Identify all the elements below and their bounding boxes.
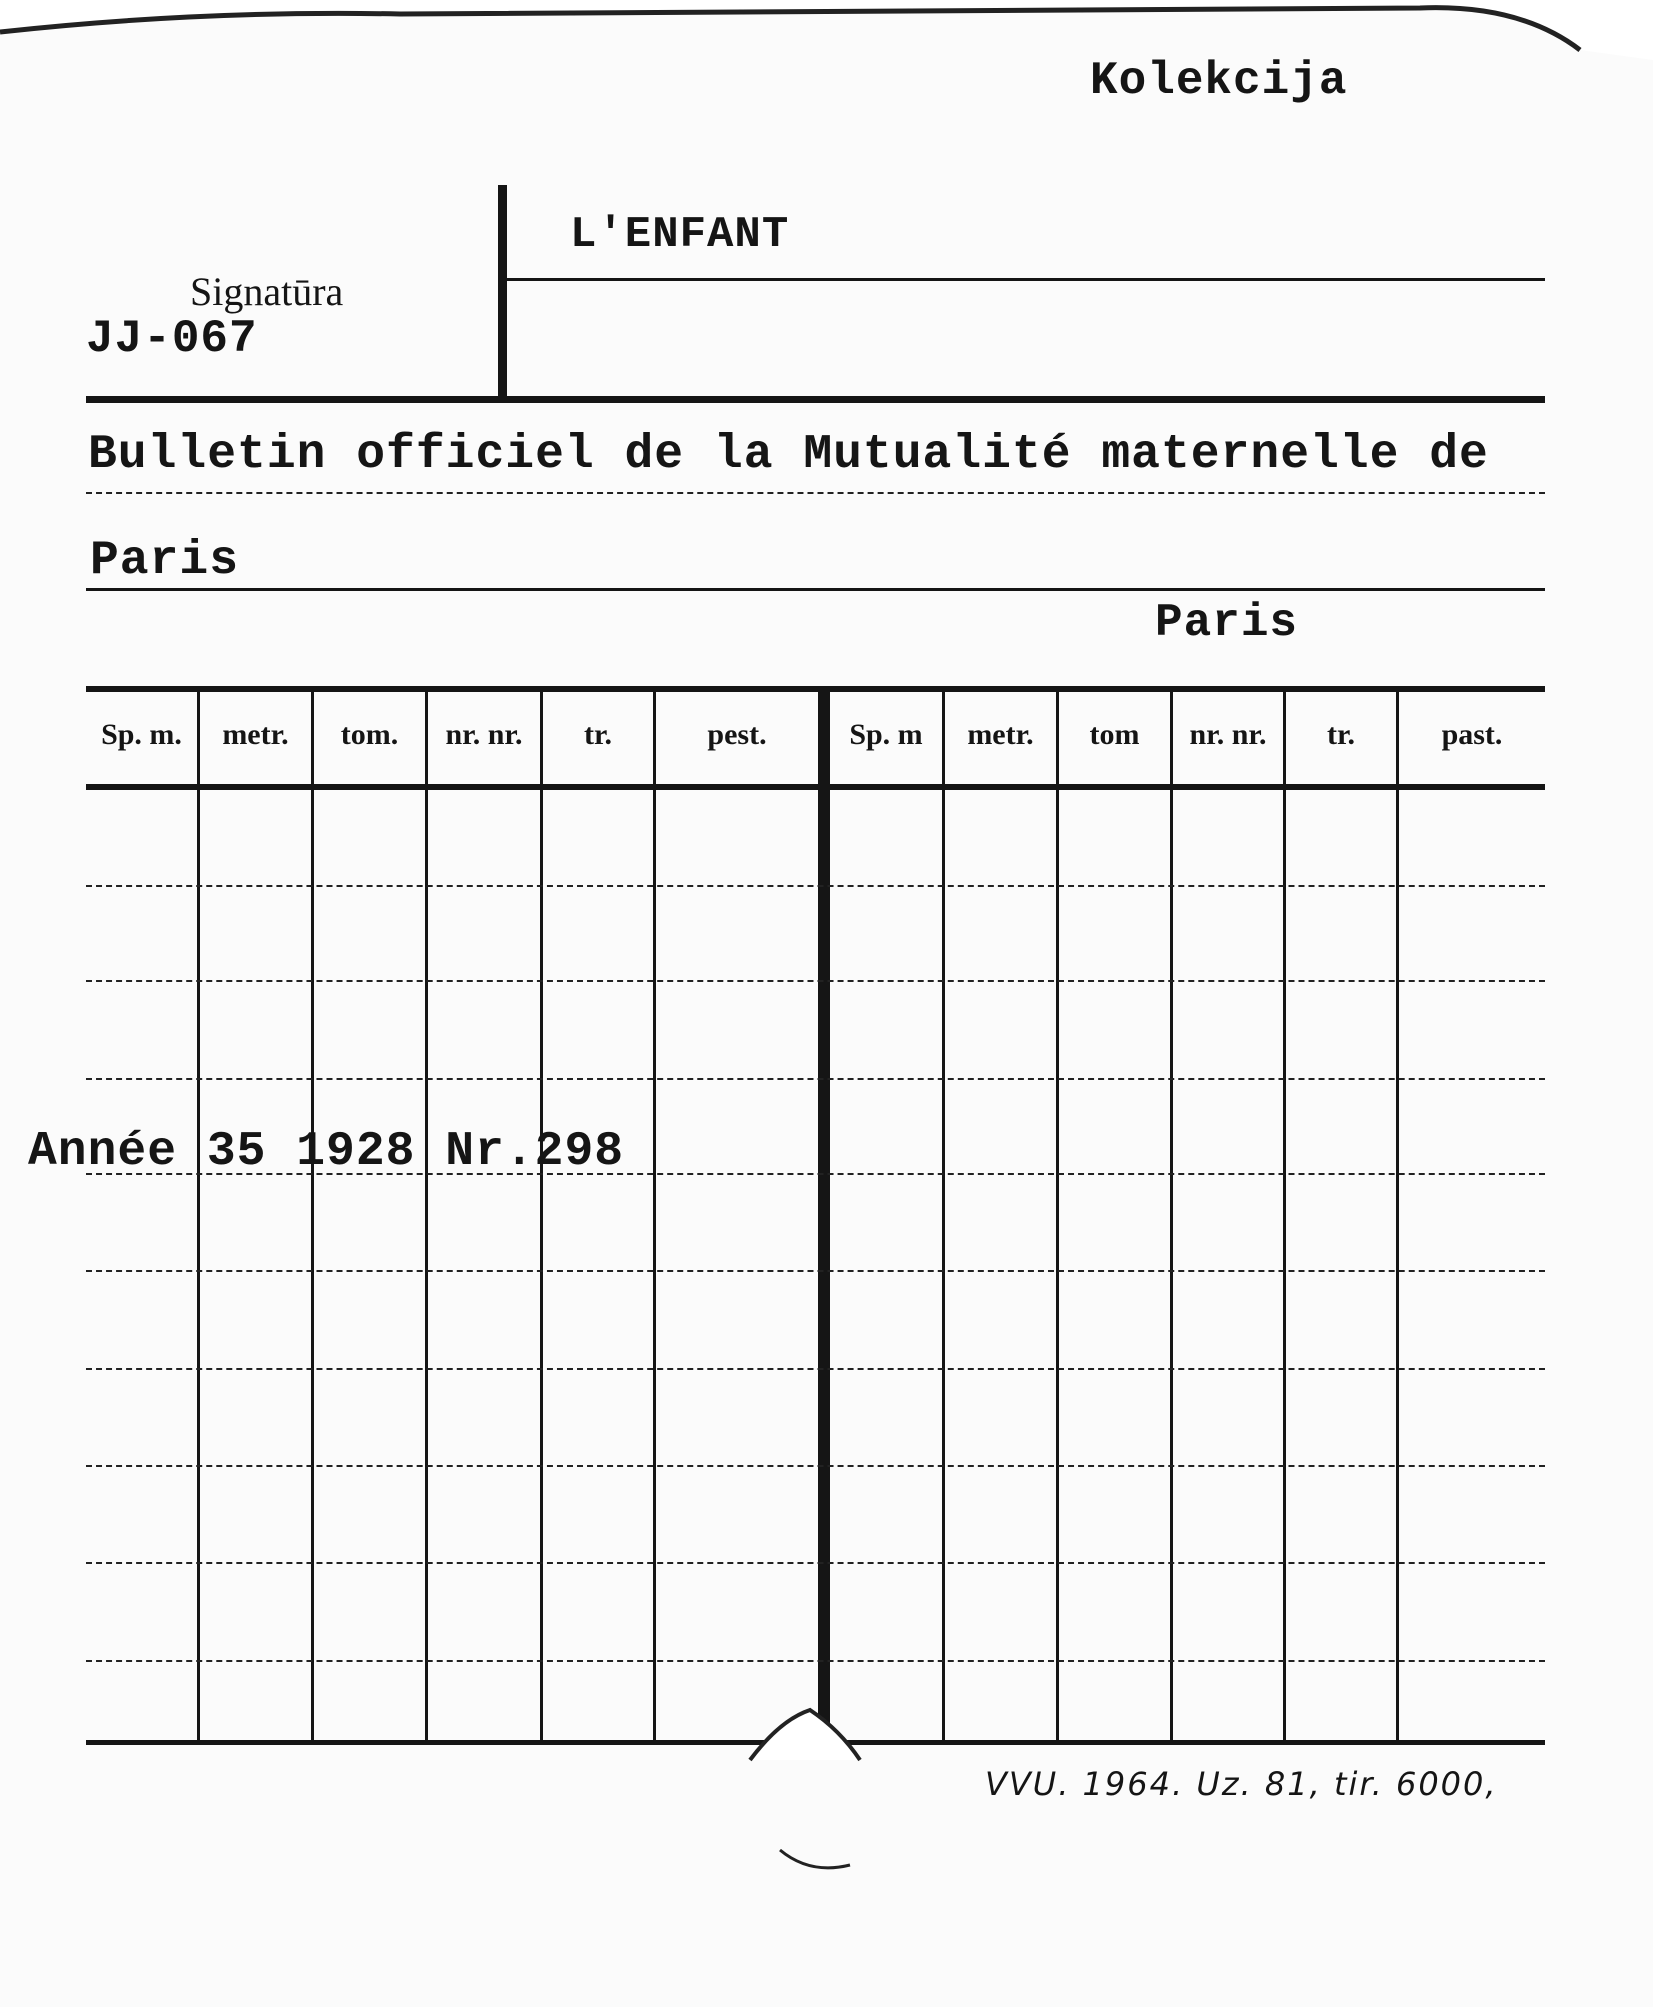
- row-rule: [86, 885, 1545, 887]
- header-metr-right: metr.: [967, 718, 1034, 751]
- header-nr-nr-right: nr. nr.: [1189, 718, 1267, 751]
- header-sp-m: Sp. m.: [101, 718, 182, 751]
- holdings-entry: Année 35 1928 Nr.298: [28, 1125, 625, 1179]
- header-metr: metr.: [222, 718, 289, 751]
- header-tr-right: tr.: [1326, 718, 1356, 751]
- header-tr: tr.: [583, 718, 613, 751]
- description-line-1: Bulletin officiel de la Mutualité maternelle de: [88, 428, 1489, 482]
- title-rule: [505, 278, 1545, 281]
- header-nr-nr: nr. nr.: [445, 718, 523, 751]
- collection-label: Kolekcija: [1090, 55, 1348, 107]
- signature-label: Signatūra: [190, 269, 344, 314]
- col-sep: [653, 690, 656, 1740]
- description-rule-1: [86, 492, 1545, 494]
- col-sep: [540, 690, 543, 1740]
- table-top-rule: [86, 686, 1545, 692]
- header-pest: pest.: [707, 718, 767, 751]
- section-rule: [86, 396, 1545, 403]
- description-line-2: Paris: [90, 534, 240, 588]
- description-rule-2: [86, 588, 1545, 591]
- col-sep: [311, 690, 314, 1740]
- col-sep: [1056, 690, 1059, 1740]
- card-hole: [740, 1700, 880, 1880]
- title-line: L'ENFANT: [570, 210, 790, 260]
- header-tom: tom.: [340, 718, 399, 751]
- row-rule: [86, 1562, 1545, 1564]
- col-sep: [197, 690, 200, 1740]
- signature-value: JJ-067: [86, 313, 258, 365]
- row-rule: [86, 1078, 1545, 1080]
- header-divider: [498, 185, 507, 400]
- row-rule: [86, 1660, 1545, 1662]
- col-sep: [425, 690, 428, 1740]
- torn-top-edge: [0, 0, 1653, 60]
- col-sep: [1396, 690, 1399, 1740]
- handwritten-note: VVU. 1964. Uz. 81, tir. 6000,: [985, 1765, 1498, 1803]
- row-rule: [86, 1465, 1545, 1467]
- header-tom-right: tom: [1089, 718, 1140, 751]
- place-of-publication: Paris: [1155, 597, 1299, 649]
- row-rule: [86, 1270, 1545, 1272]
- header-past-right: past.: [1441, 718, 1503, 751]
- row-rule: [86, 1368, 1545, 1370]
- col-sep: [942, 690, 945, 1740]
- col-sep: [1170, 690, 1173, 1740]
- table-center-divider: [818, 690, 830, 1740]
- col-sep: [1283, 690, 1286, 1740]
- table-header-rule: [86, 784, 1545, 790]
- header-sp-m-right: Sp. m: [849, 718, 923, 751]
- row-rule: [86, 980, 1545, 982]
